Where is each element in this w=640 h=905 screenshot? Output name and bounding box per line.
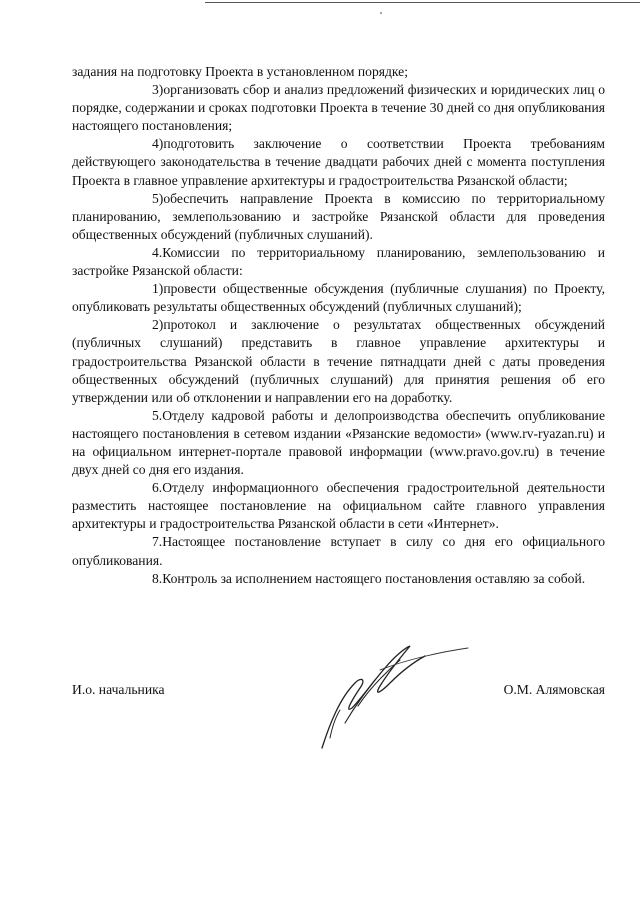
scan-top-border <box>205 2 640 3</box>
document-body <box>72 63 605 588</box>
paragraph-point-6: 6.Отделу информационного обеспечения градостроительной деятельности разместить настоящее постановление на официальном сайте главного управления архитектуры и градостроительства Рязанской области в сети «Интернет». <box>72 480 605 532</box>
signatory-name: О.М. Алямовская <box>503 682 605 697</box>
paragraph-continuation: задания на подготовку Проекта в установленном порядке; <box>72 64 408 79</box>
paragraph-point-4: 4.Комиссии по территориальному планированию, землепользованию и застройке Рязанской области: <box>72 244 605 279</box>
paragraph-item-4: 4)подготовить заключение о соответствии Проекта требованиям действующего законодательства в течение двадцати рабочих дней с момента поступления Проекта в главное управление архитектуры и градостроительства Рязанской области; <box>72 136 605 188</box>
scan-speck <box>380 12 382 14</box>
paragraph-point-5: 5.Отделу кадровой работы и делопроизводства обеспечить опубликование настоящего постановления в сетевом издании «Рязанские ведомости» (www.rv-ryazan.ru) и на официальном интернет-портале правовой информации (www.pravo.gov.ru) в течение двух дней со дня его издания. <box>72 407 605 478</box>
paragraph-point-8: 8.Контроль за исполнением настоящего постановления оставляю за собой. <box>152 570 586 586</box>
paragraph-subitem-2: 2)протокол и заключение о результатах общественных обсуждений (публичных слушаний) представить в главное управление архитектуры и градостроительства Рязанской области в течение пятнадцати дней с даты проведения общественных обсуждений (публичных слушаний) для принятия решения об его утверждении или об отклонении и направлении его на доработку. <box>72 317 605 405</box>
paragraph-point-7: 7.Настоящее постановление вступает в силу со дня его официального опубликования. <box>72 534 605 568</box>
signatory-position: И.о. начальника <box>72 682 165 697</box>
paragraph-subitem-1: 1)провести общественные обсуждения (публичные слушания) по Проекту, опубликовать результаты общественных обсуждений (публичных слушаний); <box>72 281 605 315</box>
signature-block <box>72 682 605 702</box>
paragraph-item-5: 5)обеспечить направление Проекта в комиссию по территориальному планированию, землепользованию и застройке Рязанской области для проведения общественных обсуждений (публичных слушаний). <box>72 190 605 242</box>
paragraph-item-3: 3)организовать сбор и анализ предложений физических и юридических лиц о порядке, содержании и сроках подготовки Проекта в течение 30 дней со дня опубликования настоящего постановления; <box>72 82 605 134</box>
